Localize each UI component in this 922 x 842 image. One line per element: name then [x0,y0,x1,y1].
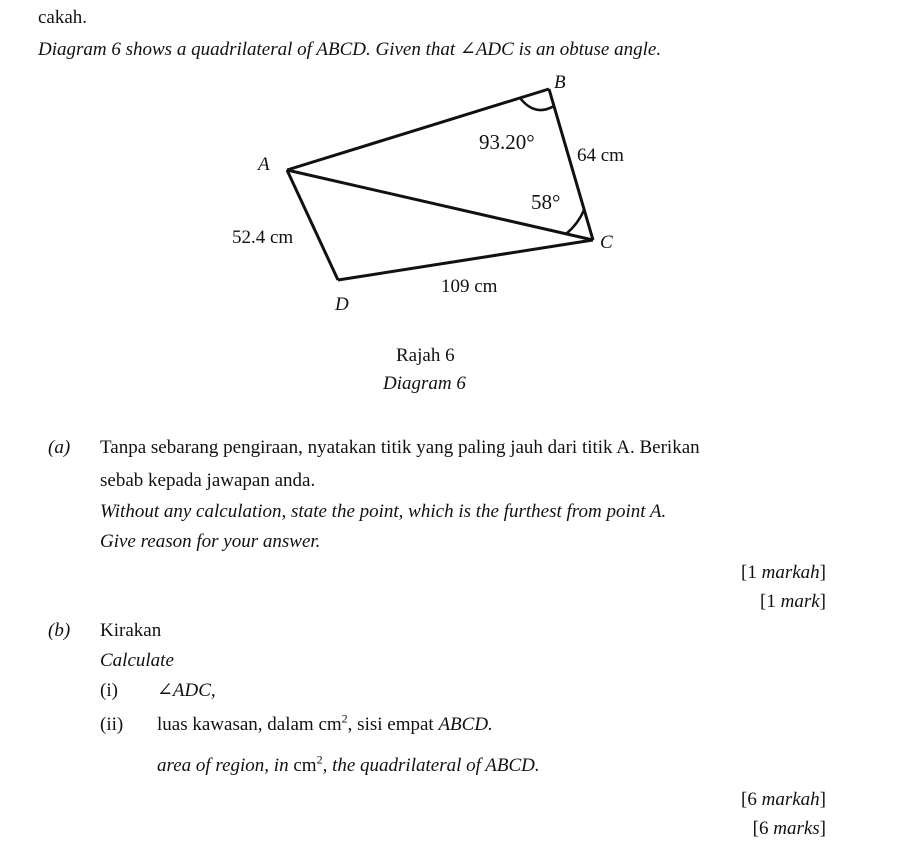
part-a-english-line2: Give reason for your answer. [100,531,321,552]
label-side-AD: 52.4 cm [232,227,294,248]
intro-quad: ABCD [316,39,366,60]
caption-malay: Rajah 6 [396,345,455,366]
part-a-malay-line2: sebab kepada jawapan anda. [100,470,316,491]
label-point-D: D [335,294,349,315]
part-b-english: Calculate [100,650,174,671]
angle-arc-B [520,98,554,110]
part-a-english-line1: Without any calculation, state the point, which is the furthest from point A. [100,501,667,522]
part-a-marks-malay: [1 markah] [741,562,826,583]
unit: cm [318,714,342,735]
part-b-ii-label: (ii) [100,714,124,735]
unit-exponent: 2 [341,711,348,726]
part-b-i-label: (i) [100,680,118,701]
quadrilateral-diagram [0,62,922,392]
intro-pre: Diagram 6 shows a quadrilateral of [38,39,317,60]
part-b-ii-malay [157,711,493,735]
caption-english: Diagram 6 [383,373,466,394]
part-b-label: (b) [48,620,71,641]
part-b-marks-english: [6 marks] [752,818,826,839]
intro-post: is an obtuse angle. [513,39,662,60]
header-fragment: cakah. [38,7,88,28]
label-side-DC: 109 cm [441,276,498,297]
part-b-marks-malay: [6 markah] [741,789,826,810]
edge-DA [287,170,338,280]
part-b-ii-malay-post: , sisi empat [347,714,439,735]
intro-angle: ∠ADC [459,39,514,60]
label-point-B: B [554,72,566,93]
part-b-ii-english-pre: area of region, in [157,755,294,776]
label-angle-C: 58° [531,190,561,214]
part-a-marks-english: [1 mark] [760,591,826,612]
part-a-label: (a) [48,437,71,458]
label-angle-B: 93.20° [479,130,535,154]
edge-CD [338,240,593,280]
label-side-BC: 64 cm [577,145,624,166]
part-b-i-text: ∠ADC, [157,680,216,701]
angle-arc-C [566,210,584,234]
part-b-ii-english-quad: ABCD. [485,755,540,776]
part-b-malay: Kirakan [100,620,162,641]
label-point-C: C [600,232,613,253]
part-b-ii-english-post: , the quadrilateral of [322,755,486,776]
part-b-ii-malay-pre: luas kawasan, dalam [157,714,319,735]
part-b-ii-quad: ABCD. [438,714,493,735]
label-point-A: A [258,154,270,175]
intro-mid: . Given that [365,39,460,60]
part-b-ii-english [157,752,540,776]
unit: cm [293,755,317,776]
unit-exponent: 2 [316,752,323,767]
intro-text [38,40,661,59]
part-a-malay-line1: Tanpa sebarang pengiraan, nyatakan titik yang paling jauh dari titik A. Berikan [100,437,700,458]
